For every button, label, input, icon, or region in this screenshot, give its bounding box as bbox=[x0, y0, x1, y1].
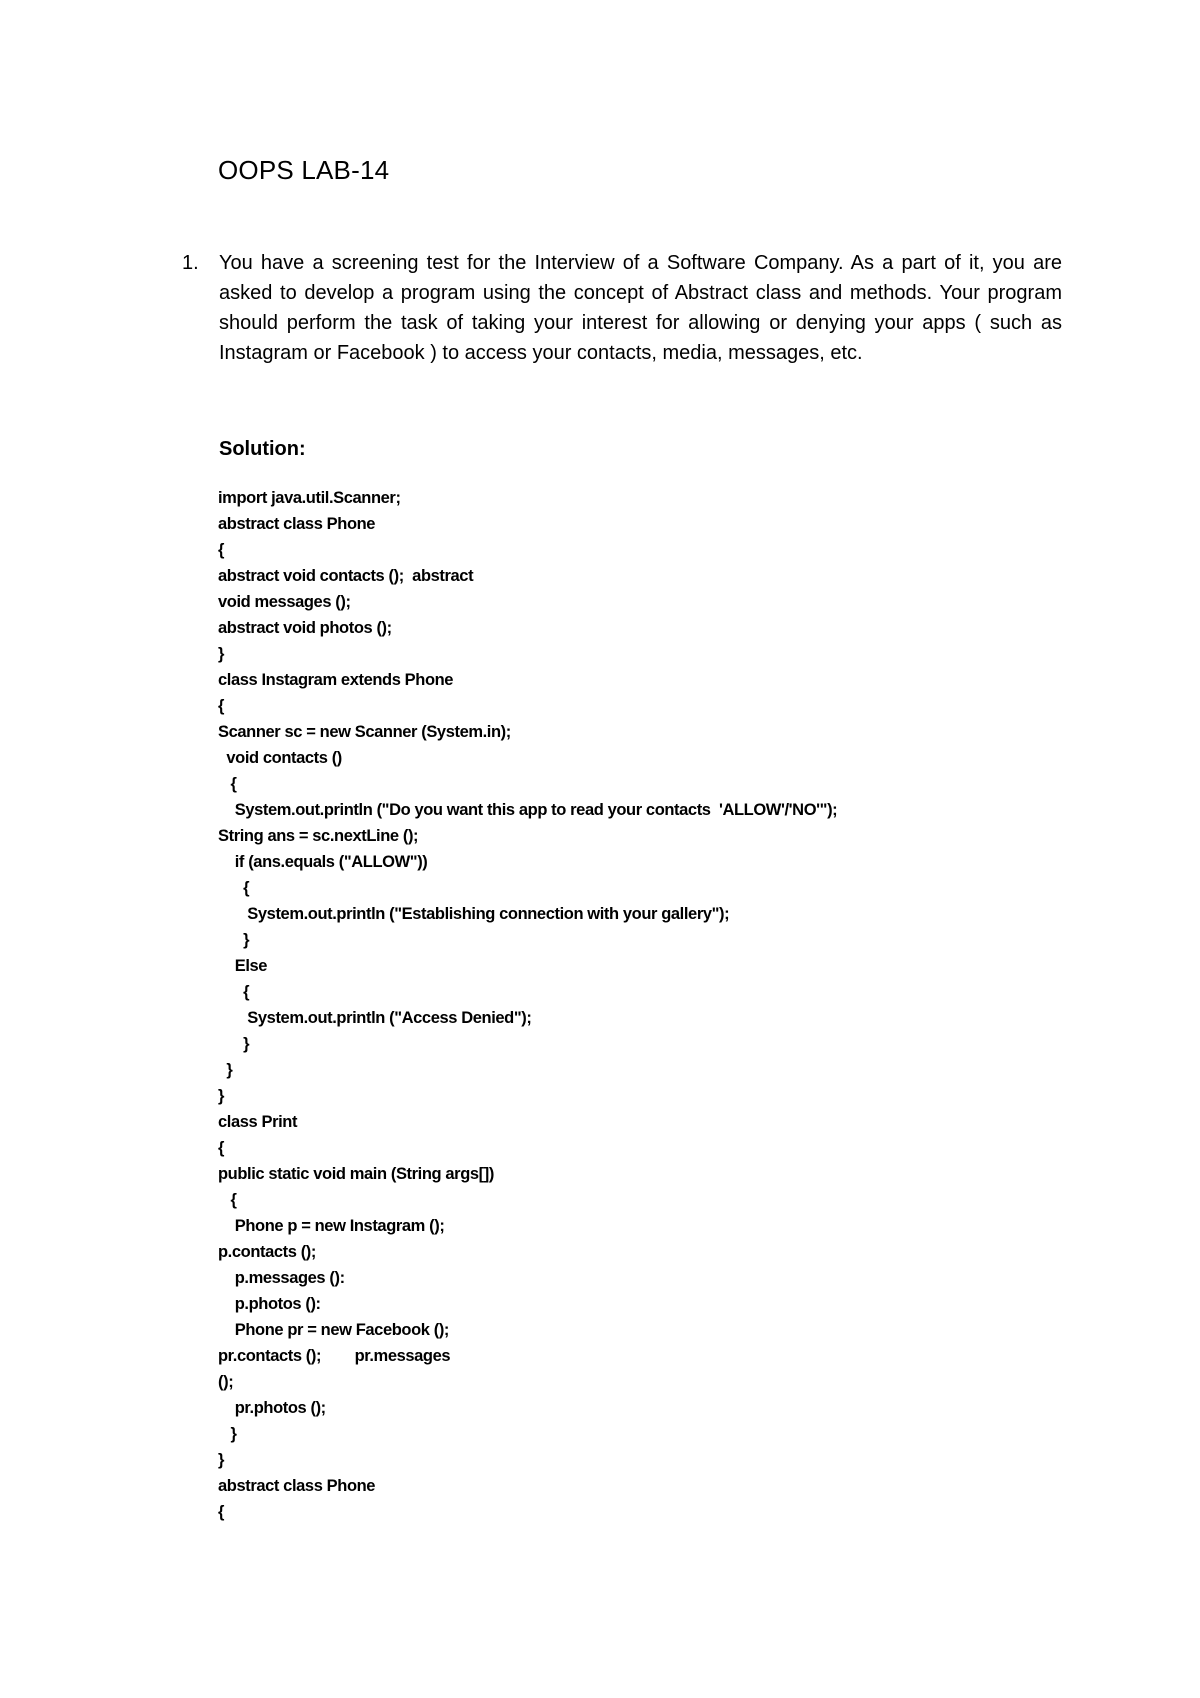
code-line: } bbox=[218, 645, 225, 663]
code-line: Scanner sc = new Scanner (System.in); bbox=[218, 723, 511, 741]
code-line: { bbox=[218, 1191, 237, 1209]
code-line: abstract class Phone bbox=[218, 515, 376, 533]
code-line: } bbox=[218, 1035, 250, 1053]
code-line: public static void main (String args[]) bbox=[218, 1165, 494, 1183]
page-title: OOPS LAB-14 bbox=[218, 155, 390, 185]
code-line: class Print bbox=[218, 1113, 298, 1131]
code-line: { bbox=[218, 541, 225, 559]
code-line: System.out.println ("Establishing connection with your gallery"); bbox=[218, 905, 730, 923]
code-line: class Instagram extends Phone bbox=[218, 671, 454, 689]
solution-heading: Solution: bbox=[219, 438, 306, 460]
code-line: pr.contacts (); pr.messages bbox=[218, 1347, 451, 1365]
question-block bbox=[182, 248, 1062, 368]
code-line: System.out.println ("Do you want this app to read your contacts 'ALLOW'/'NO'"); bbox=[218, 801, 838, 819]
code-line: { bbox=[218, 775, 237, 793]
code-line: void messages (); bbox=[218, 593, 351, 611]
code-line: String ans = sc.nextLine (); bbox=[218, 827, 419, 845]
code-line: if (ans.equals ("ALLOW")) bbox=[218, 853, 428, 871]
code-line: abstract void photos (); bbox=[218, 619, 392, 637]
code-line: p.messages (): bbox=[218, 1269, 345, 1287]
code-line: } bbox=[218, 1451, 225, 1469]
code-line: System.out.println ("Access Denied"); bbox=[218, 1009, 532, 1027]
code-line: { bbox=[218, 1503, 225, 1521]
code-line: import java.util.Scanner; bbox=[218, 489, 401, 507]
code-line: abstract void contacts (); abstract bbox=[218, 567, 474, 585]
code-line: Else bbox=[218, 957, 268, 975]
code-line: p.contacts (); bbox=[218, 1243, 316, 1261]
question-number: 1. bbox=[182, 252, 199, 274]
code-line: { bbox=[218, 697, 225, 715]
code-line: { bbox=[218, 983, 250, 1001]
code-line: { bbox=[218, 1139, 225, 1157]
code-line: pr.photos (); bbox=[218, 1399, 326, 1417]
code-line: } bbox=[218, 931, 250, 949]
code-line: (); bbox=[218, 1373, 234, 1391]
question-text: You have a screening test for the Interview of a Software Company. As a part of it, you are asked to develop a program using the concept of Abstract class and methods. Your program should perform the task of taking your interest for allowing or denying your apps ( such as Instagram or Facebook ) to access your contacts, media, messages, etc. bbox=[219, 252, 1062, 364]
code-line: } bbox=[218, 1061, 233, 1079]
code-line: Phone p = new Instagram (); bbox=[218, 1217, 445, 1235]
code-line: void contacts () bbox=[218, 749, 342, 767]
code-line: } bbox=[218, 1425, 237, 1443]
code-line: Phone pr = new Facebook (); bbox=[218, 1321, 450, 1339]
code-line: abstract class Phone bbox=[218, 1477, 376, 1495]
code-listing bbox=[218, 485, 837, 1525]
code-line: } bbox=[218, 1087, 225, 1105]
code-line: p.photos (): bbox=[218, 1295, 321, 1313]
code-line: { bbox=[218, 879, 250, 897]
